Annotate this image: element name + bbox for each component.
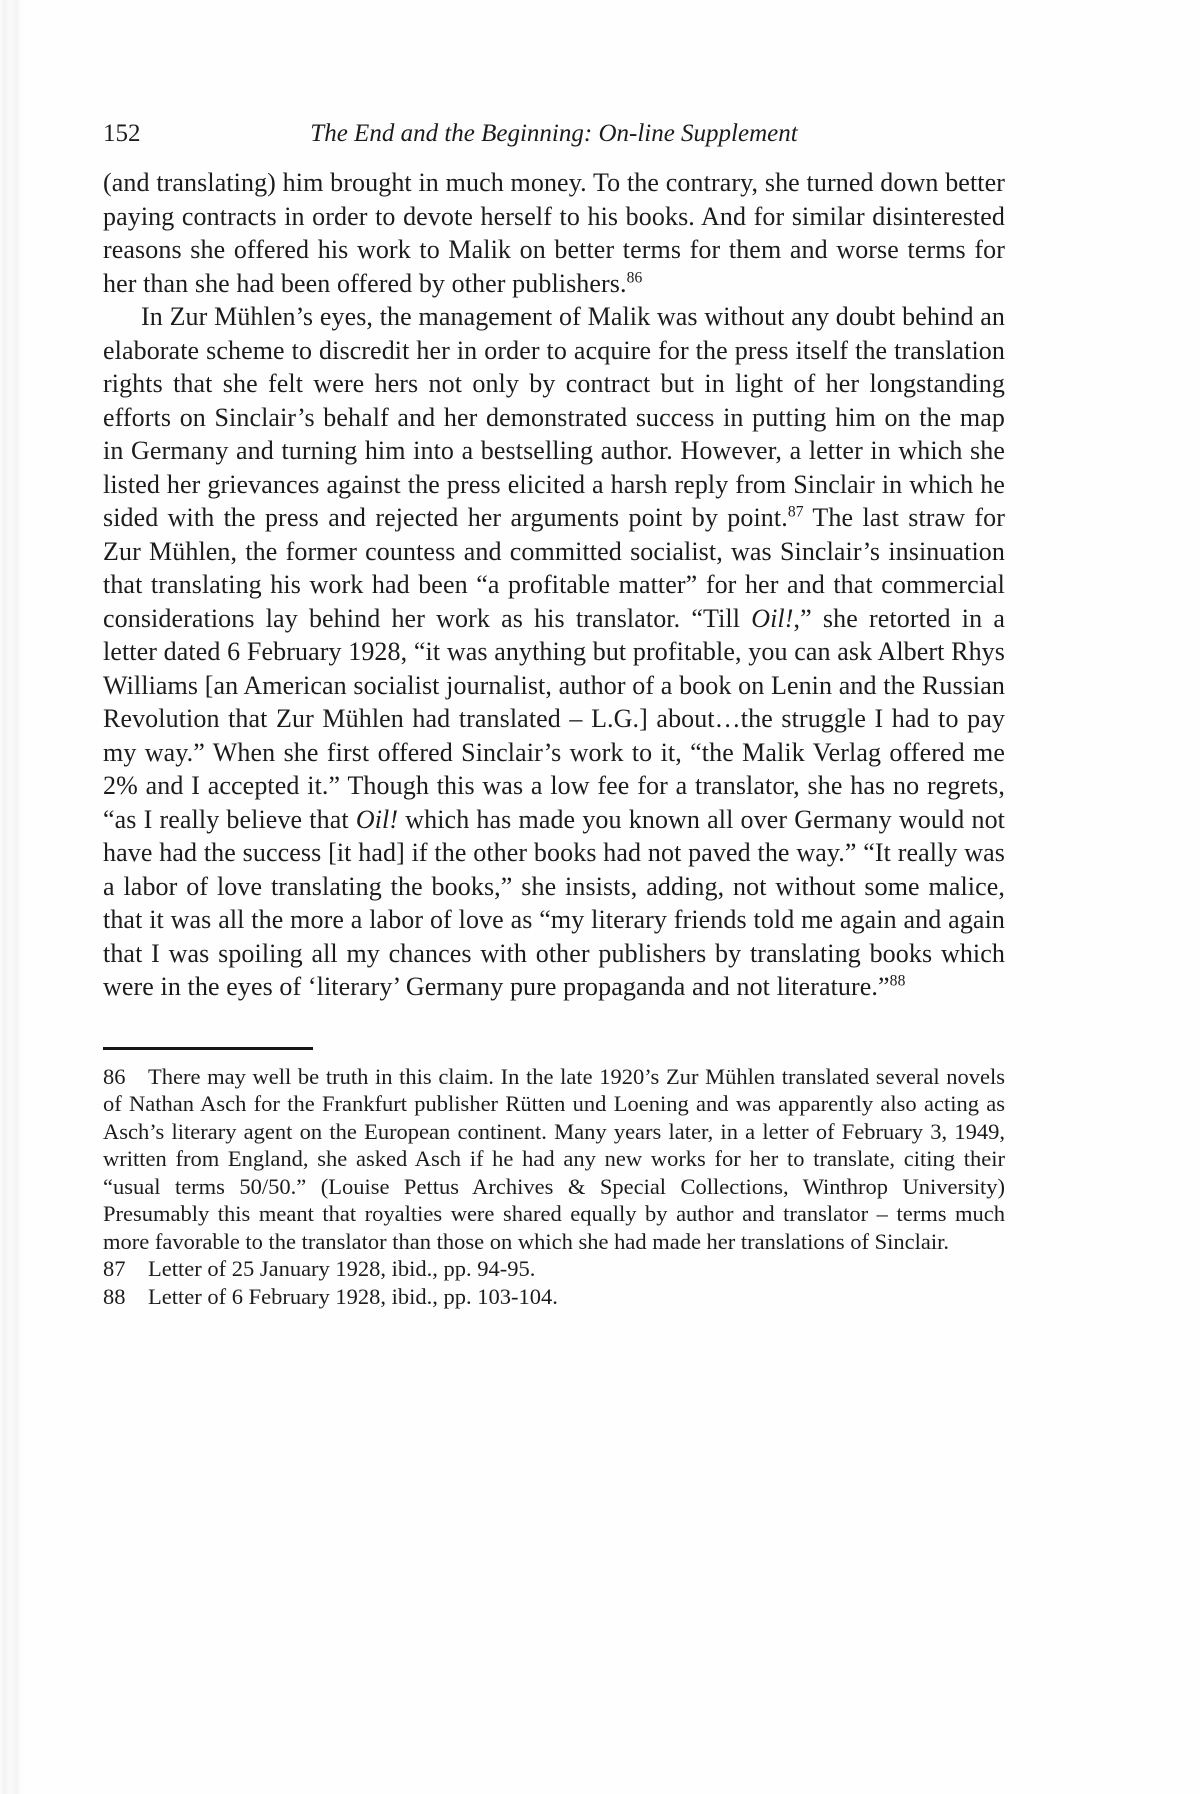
footnote	[103, 1063, 1005, 1256]
paragraph	[103, 300, 1005, 1004]
footnote-marker: 87	[787, 503, 804, 521]
footnote	[103, 1283, 1005, 1311]
footnote	[103, 1255, 1005, 1283]
body-text	[103, 166, 1005, 1004]
footnote-rule	[103, 1047, 313, 1050]
page-content	[103, 118, 1005, 1310]
footnotes	[103, 1063, 1005, 1311]
italic-title: Oil!	[355, 804, 399, 834]
text-segment: The last straw for Zur Mühlen, the former countess and committed socialist, was Sinclair’s insinuation that translating his work had been “a profitable matter” for her and that commercial considerations lay behind her work as his translator. “Till	[103, 503, 1005, 633]
footnote-number: 86	[103, 1063, 126, 1089]
scan-gutter-artifact	[0, 0, 26, 1794]
text-segment: In Zur Mühlen’s eyes, the management of Malik was without any doubt behind an elaborate scheme to discredit her in order to acquire for the press itself the translation rights that she felt were hers not only by contract but in light of her longstanding efforts on Sinclair’s behalf and her demonstrated success in putting him on the map in Germany and turning him into a bestselling author. However, a letter in which she listed her grievances against the press elicited a harsh reply from Sinclair in which he sided with the press and rejected her arguments point by point.	[103, 302, 1005, 532]
text-segment: Letter of 25 January 1928, ibid., pp. 94-95.	[148, 1256, 536, 1281]
footnote-marker: 88	[889, 972, 906, 990]
footnote-number: 87	[103, 1256, 126, 1281]
text-segment: which has made you known all over Germany would not have had the success [it had] if the other books had not paved the way.” “It really was a labor of love translating the books,” she insists, adding, not without some malice, that it was all the more a labor of love as “my literary friends told me again and again that I was spoiling all my chances with other publishers by translating books which were in the eyes of ‘literary’ Germany pure propaganda and not literature.”	[103, 804, 1005, 1001]
running-title: The End and the Beginning: On-line Supplement	[310, 120, 798, 147]
footnote-number: 88	[103, 1283, 126, 1309]
text-segment: (and translating) him brought in much money. To the contrary, she turned down better paying contracts in order to devote herself to his books. And for similar disinterested reasons she offered his work to Malik on better terms for them and worse terms for her than she had been offered by other publishers.	[103, 168, 1005, 298]
text-segment: ,” she retorted in a letter dated 6 February 1928, “it was anything but profitable, you can ask Albert Rhys Williams [an American socialist journalist, author of a book on Lenin and the Russian Revolution that Zur Mühlen had translated – L.G.] about…the struggle I had to pay my way.” When she first offered Sinclair’s work to it, “the Malik Verlag offered me 2% and I accepted it.” Though this was a low fee for a translator, she has no regrets, “as I really believe that	[103, 603, 1005, 834]
paragraph	[103, 166, 1005, 300]
text-segment: There may well be truth in this claim. In the late 1920’s Zur Mühlen translated several novels of Nathan Asch for the Frankfurt publisher Rütten und Loening and was apparently also acting as Asch’s literary agent on the European continent. Many years later, in a letter of February 3, 1949, written from England, she asked Asch if he had any new works for her to translate, citing their “usual terms 50/50.” (Louise Pettus Archives & Special Collections, Winthrop University) Presumably this meant that royalties were shared equally by author and translator – terms much more favorable to the translator than those on which she had made her translations of Sinclair.	[103, 1063, 1005, 1254]
italic-title: Oil!	[751, 603, 794, 633]
page-header	[103, 118, 1005, 152]
text-segment: Letter of 6 February 1928, ibid., pp. 103-104.	[148, 1283, 558, 1309]
footnote-marker: 86	[626, 268, 643, 286]
page-number: 152	[103, 120, 141, 147]
